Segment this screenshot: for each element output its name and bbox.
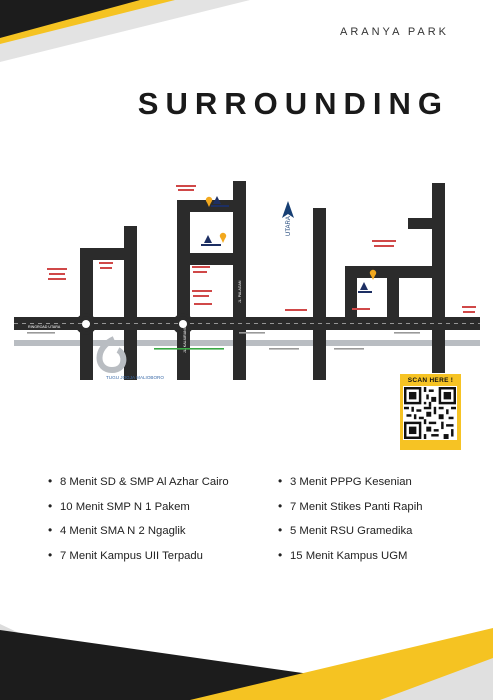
list-item: • 15 Menit Kampus UGM <box>278 548 423 573</box>
road-h3 <box>177 253 246 265</box>
scan-title: SCAN HERE ! <box>407 377 454 384</box>
road-label-palagan: JL. PALAGAN <box>238 280 242 303</box>
map-roads <box>14 181 480 380</box>
road-h6 <box>408 218 445 229</box>
list-item: • 7 Menit Kampus UII Terpadu <box>48 548 229 573</box>
qr-code-icon[interactable] <box>403 386 457 440</box>
list-item: • 3 Menit PPPG Kesenian <box>278 474 423 499</box>
road-h1 <box>80 248 137 260</box>
brand-name: ARANYA PARK <box>339 26 449 38</box>
top-corner-decoration <box>0 0 250 62</box>
list-item: • 10 Menit SMP N 1 Pakem <box>48 499 229 524</box>
list-item: • 5 Menit RSU Gramedika <box>278 523 423 548</box>
road-label-kaliurang: JL. KALIURANG <box>183 326 187 353</box>
list-item: • 7 Menit Stikes Panti Rapih <box>278 499 423 524</box>
list-item: • 8 Menit SD & SMP Al Azhar Cairo <box>48 474 229 499</box>
location-map <box>14 178 480 400</box>
compass-label: UTARA <box>286 216 292 236</box>
list-item: • 4 Menit SMA N 2 Ngaglik <box>48 523 229 548</box>
road-h4 <box>345 266 445 278</box>
location-pin-icon <box>201 233 226 246</box>
bottom-corner-decoration <box>0 610 493 700</box>
road-label-tugu: TUGU JOGJA MALIOBORO <box>106 375 164 380</box>
amenities-list-right <box>278 474 423 572</box>
amenities-list-left <box>48 474 229 572</box>
road-v5 <box>313 208 326 380</box>
road-label-ringroad: RINGROAD UTARA <box>28 325 61 329</box>
scan-qr-box[interactable] <box>400 374 461 450</box>
page-title: SURROUNDING <box>137 86 449 121</box>
north-compass-icon <box>282 201 294 236</box>
